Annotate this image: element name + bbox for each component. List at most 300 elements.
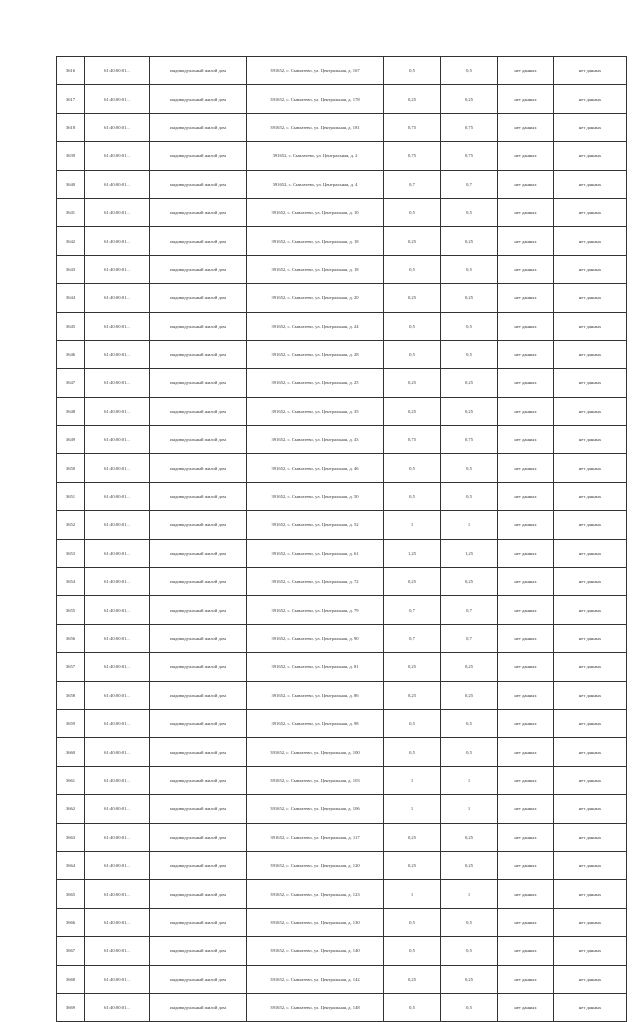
cell-row-number: 3640 bbox=[57, 170, 85, 198]
cell-area-value-2: 0,5 bbox=[441, 312, 498, 340]
cell-row-number: 3642 bbox=[57, 227, 85, 255]
cell-cadastral-number: 61:40:00:01... bbox=[85, 880, 150, 908]
cell-data-column-2: нет данных bbox=[554, 482, 627, 510]
cell-row-number: 3654 bbox=[57, 568, 85, 596]
cell-cadastral-number: 61:40:00:01... bbox=[85, 113, 150, 141]
cell-object-type: индивидуальный жилой дом bbox=[150, 766, 247, 794]
cell-area-value-1: 0,7 bbox=[384, 624, 441, 652]
cell-area-value-2: 0,5 bbox=[441, 340, 498, 368]
cell-area-value-2: 1 bbox=[441, 766, 498, 794]
cell-cadastral-number: 61:40:00:01... bbox=[85, 681, 150, 709]
cell-area-value-2: 0,25 bbox=[441, 681, 498, 709]
cell-object-type: индивидуальный жилой дом bbox=[150, 596, 247, 624]
table-row bbox=[57, 85, 627, 113]
cell-cadastral-number: 61:40:00:01... bbox=[85, 653, 150, 681]
cell-area-value-1: 0,75 bbox=[384, 113, 441, 141]
cell-area-value-1: 1 bbox=[384, 795, 441, 823]
cell-cadastral-number: 61:40:00:01... bbox=[85, 482, 150, 510]
cell-data-column-2: нет данных bbox=[554, 340, 627, 368]
cell-cadastral-number: 61:40:00:01... bbox=[85, 227, 150, 255]
cell-data-column-1: нет данных bbox=[498, 454, 554, 482]
cell-data-column-2: нет данных bbox=[554, 170, 627, 198]
table-row bbox=[57, 738, 627, 766]
cell-object-type: индивидуальный жилой дом bbox=[150, 170, 247, 198]
cell-area-value-1: 0,25 bbox=[384, 397, 441, 425]
cell-area-value-2: 0,25 bbox=[441, 568, 498, 596]
cell-address: 391652, с. Сывлатево, ул. Центральная, д. 79 bbox=[247, 596, 384, 624]
table-row bbox=[57, 113, 627, 141]
cell-address: 391652, с. Сывлатево, ул. Центральная, д. 43 bbox=[247, 426, 384, 454]
cell-address: 391652, с. Сывлатево, ул. Центральная, д. 35 bbox=[247, 397, 384, 425]
cell-cadastral-number: 61:40:00:01... bbox=[85, 369, 150, 397]
cell-address: 391652, с. Сывлатево, ул. Центральная, д. 86 bbox=[247, 681, 384, 709]
cell-area-value-2: 0,75 bbox=[441, 113, 498, 141]
cell-data-column-1: нет данных bbox=[498, 369, 554, 397]
table-row bbox=[57, 454, 627, 482]
cell-area-value-2: 0,75 bbox=[441, 142, 498, 170]
cell-area-value-2: 0,25 bbox=[441, 851, 498, 879]
cell-area-value-1: 0,5 bbox=[384, 255, 441, 283]
table-row bbox=[57, 568, 627, 596]
table-row bbox=[57, 823, 627, 851]
cell-cadastral-number: 61:40:00:01... bbox=[85, 823, 150, 851]
cell-object-type: индивидуальный жилой дом bbox=[150, 198, 247, 226]
table-row bbox=[57, 908, 627, 936]
cell-area-value-2: 0,7 bbox=[441, 170, 498, 198]
cell-area-value-1: 0,5 bbox=[384, 312, 441, 340]
cell-address: 391652, с. Сывлатево, ул. Центральная, д. 120 bbox=[247, 851, 384, 879]
cell-data-column-2: нет данных bbox=[554, 227, 627, 255]
table-row bbox=[57, 511, 627, 539]
table-row bbox=[57, 596, 627, 624]
cell-cadastral-number: 61:40:00:01... bbox=[85, 511, 150, 539]
cell-address: 391652, с. Сывлатево, ул. Центральная, д. 148 bbox=[247, 993, 384, 1021]
cell-cadastral-number: 61:40:00:01... bbox=[85, 596, 150, 624]
cell-data-column-1: нет данных bbox=[498, 539, 554, 567]
cell-data-column-1: нет данных bbox=[498, 653, 554, 681]
cell-cadastral-number: 61:40:00:01... bbox=[85, 426, 150, 454]
cell-data-column-1: нет данных bbox=[498, 284, 554, 312]
table-row bbox=[57, 340, 627, 368]
cell-data-column-1: нет данных bbox=[498, 993, 554, 1021]
cell-row-number: 3658 bbox=[57, 681, 85, 709]
cell-row-number: 3646 bbox=[57, 340, 85, 368]
cell-data-column-1: нет данных bbox=[498, 709, 554, 737]
cell-cadastral-number: 61:40:00:01... bbox=[85, 57, 150, 85]
cell-data-column-2: нет данных bbox=[554, 908, 627, 936]
cell-area-value-2: 0,25 bbox=[441, 284, 498, 312]
cell-data-column-2: нет данных bbox=[554, 993, 627, 1021]
cell-data-column-1: нет данных bbox=[498, 795, 554, 823]
cell-object-type: индивидуальный жилой дом bbox=[150, 709, 247, 737]
cell-data-column-1: нет данных bbox=[498, 937, 554, 965]
cell-area-value-2: 0,25 bbox=[441, 227, 498, 255]
cell-area-value-2: 0,7 bbox=[441, 624, 498, 652]
cell-address: 391652, с. Сывлатево, ул. Центральная, д. 61 bbox=[247, 539, 384, 567]
cell-area-value-2: 0,5 bbox=[441, 255, 498, 283]
table-row bbox=[57, 937, 627, 965]
cell-cadastral-number: 61:40:00:01... bbox=[85, 738, 150, 766]
cell-data-column-1: нет данных bbox=[498, 596, 554, 624]
cell-address: 391652, с. Сывлатево, ул. Центральная, д. 50 bbox=[247, 482, 384, 510]
cell-data-column-2: нет данных bbox=[554, 624, 627, 652]
cell-data-column-2: нет данных bbox=[554, 397, 627, 425]
cell-data-column-1: нет данных bbox=[498, 170, 554, 198]
cell-object-type: индивидуальный жилой дом bbox=[150, 142, 247, 170]
cell-area-value-2: 0,5 bbox=[441, 993, 498, 1021]
table-row bbox=[57, 482, 627, 510]
cell-object-type: индивидуальный жилой дом bbox=[150, 227, 247, 255]
table-row bbox=[57, 255, 627, 283]
cell-data-column-1: нет данных bbox=[498, 851, 554, 879]
cell-cadastral-number: 61:40:00:01... bbox=[85, 142, 150, 170]
cell-row-number: 3666 bbox=[57, 908, 85, 936]
cell-data-column-1: нет данных bbox=[498, 681, 554, 709]
cell-cadastral-number: 61:40:00:01... bbox=[85, 993, 150, 1021]
cell-data-column-1: нет данных bbox=[498, 908, 554, 936]
cell-object-type: индивидуальный жилой дом bbox=[150, 482, 247, 510]
cell-data-column-2: нет данных bbox=[554, 113, 627, 141]
cell-data-column-1: нет данных bbox=[498, 397, 554, 425]
cell-area-value-1: 0,75 bbox=[384, 142, 441, 170]
cell-cadastral-number: 61:40:00:01... bbox=[85, 85, 150, 113]
cell-area-value-1: 0,5 bbox=[384, 454, 441, 482]
cell-area-value-1: 0,25 bbox=[384, 568, 441, 596]
cell-data-column-2: нет данных bbox=[554, 851, 627, 879]
cell-data-column-2: нет данных bbox=[554, 653, 627, 681]
cell-object-type: индивидуальный жилой дом bbox=[150, 454, 247, 482]
cell-row-number: 3667 bbox=[57, 937, 85, 965]
cell-cadastral-number: 61:40:00:01... bbox=[85, 284, 150, 312]
table-row bbox=[57, 766, 627, 794]
cell-data-column-2: нет данных bbox=[554, 709, 627, 737]
cell-row-number: 3649 bbox=[57, 426, 85, 454]
cell-area-value-2: 0,25 bbox=[441, 965, 498, 993]
cell-address: 391652, с. Сывлатево, ул. Центральная, д. 178 bbox=[247, 85, 384, 113]
cell-object-type: индивидуальный жилой дом bbox=[150, 965, 247, 993]
cell-data-column-1: нет данных bbox=[498, 568, 554, 596]
cell-address: 391652, с. Сывлатево, ул. Центральная, д. 181 bbox=[247, 113, 384, 141]
cell-address: 391652, с. Сывлатево, ул. Центральная, д. 123 bbox=[247, 880, 384, 908]
cell-row-number: 3645 bbox=[57, 312, 85, 340]
cell-address: 391652, с. Сывлатево, ул. Центральная, д. 10 bbox=[247, 198, 384, 226]
cell-row-number: 3647 bbox=[57, 369, 85, 397]
cell-row-number: 3665 bbox=[57, 880, 85, 908]
cell-row-number: 3660 bbox=[57, 738, 85, 766]
cell-row-number: 3663 bbox=[57, 823, 85, 851]
cell-data-column-1: нет данных bbox=[498, 766, 554, 794]
table-row bbox=[57, 198, 627, 226]
cell-row-number: 3643 bbox=[57, 255, 85, 283]
cell-cadastral-number: 61:40:00:01... bbox=[85, 198, 150, 226]
cell-area-value-1: 0,5 bbox=[384, 738, 441, 766]
cell-area-value-1: 0,7 bbox=[384, 596, 441, 624]
cell-data-column-2: нет данных bbox=[554, 454, 627, 482]
cell-row-number: 3652 bbox=[57, 511, 85, 539]
cell-area-value-2: 0,5 bbox=[441, 709, 498, 737]
cell-area-value-2: 0,25 bbox=[441, 653, 498, 681]
cell-object-type: индивидуальный жилой дом bbox=[150, 568, 247, 596]
cell-object-type: индивидуальный жилой дом bbox=[150, 624, 247, 652]
cell-data-column-1: нет данных bbox=[498, 624, 554, 652]
cell-object-type: индивидуальный жилой дом bbox=[150, 284, 247, 312]
cell-object-type: индивидуальный жилой дом bbox=[150, 795, 247, 823]
cell-area-value-1: 1 bbox=[384, 511, 441, 539]
cell-address: 391652, с. Сывлатево, ул. Центральная, д. 140 bbox=[247, 937, 384, 965]
cell-row-number: 3617 bbox=[57, 85, 85, 113]
cell-cadastral-number: 61:40:00:01... bbox=[85, 568, 150, 596]
table-body bbox=[57, 57, 627, 1022]
cell-row-number: 3653 bbox=[57, 539, 85, 567]
cell-area-value-1: 0,25 bbox=[384, 851, 441, 879]
cell-area-value-1: 0,7 bbox=[384, 170, 441, 198]
cell-address: 391652, с. Сывлатево, ул. Центральная, д. 130 bbox=[247, 908, 384, 936]
cell-cadastral-number: 61:40:00:01... bbox=[85, 170, 150, 198]
cell-data-column-1: нет данных bbox=[498, 880, 554, 908]
cell-data-column-2: нет данных bbox=[554, 965, 627, 993]
cell-area-value-1: 0,25 bbox=[384, 823, 441, 851]
cell-area-value-2: 1 bbox=[441, 795, 498, 823]
cell-area-value-2: 0,25 bbox=[441, 85, 498, 113]
cell-row-number: 3648 bbox=[57, 397, 85, 425]
cell-address: 391652, с. Сывлатево, ул. Центральная, д. 20 bbox=[247, 284, 384, 312]
cell-object-type: индивидуальный жилой дом bbox=[150, 340, 247, 368]
cell-data-column-1: нет данных bbox=[498, 85, 554, 113]
cell-data-column-1: нет данных bbox=[498, 823, 554, 851]
cell-row-number: 3618 bbox=[57, 113, 85, 141]
cell-address: 391652, с. Сывлатево, ул. Центральная, д. 103 bbox=[247, 766, 384, 794]
cell-row-number: 3655 bbox=[57, 596, 85, 624]
cell-data-column-2: нет данных bbox=[554, 57, 627, 85]
cell-cadastral-number: 61:40:00:01... bbox=[85, 454, 150, 482]
cell-area-value-2: 0,25 bbox=[441, 823, 498, 851]
cell-cadastral-number: 61:40:00:01... bbox=[85, 766, 150, 794]
cell-address: 391652, с. Сывлатево, ул. Центральная, д. 18 bbox=[247, 255, 384, 283]
table-row bbox=[57, 795, 627, 823]
table-row bbox=[57, 965, 627, 993]
cell-area-value-1: 0,25 bbox=[384, 369, 441, 397]
cell-data-column-2: нет данных bbox=[554, 568, 627, 596]
cell-row-number: 3661 bbox=[57, 766, 85, 794]
table-row bbox=[57, 284, 627, 312]
cell-data-column-2: нет данных bbox=[554, 937, 627, 965]
cell-address: 391652, с. Сывлатево, ул. Центральная, д. 24 bbox=[247, 312, 384, 340]
cell-cadastral-number: 61:40:00:01... bbox=[85, 624, 150, 652]
cell-address: 391652, с. Сывлатево, ул. Центральная, д. 4 bbox=[247, 170, 384, 198]
cell-cadastral-number: 61:40:00:01... bbox=[85, 397, 150, 425]
cell-object-type: индивидуальный жилой дом bbox=[150, 937, 247, 965]
cell-address: 391652, с. Сывлатево, ул. Центральная, д. 142 bbox=[247, 965, 384, 993]
cell-object-type: индивидуальный жилой дом bbox=[150, 880, 247, 908]
cell-data-column-2: нет данных bbox=[554, 426, 627, 454]
cell-data-column-2: нет данных bbox=[554, 681, 627, 709]
cell-data-column-2: нет данных bbox=[554, 312, 627, 340]
cell-area-value-1: 0,5 bbox=[384, 908, 441, 936]
cell-address: 391652, с. Сывлатево, ул. Центральная, д. 2 bbox=[247, 142, 384, 170]
cell-data-column-1: нет данных bbox=[498, 113, 554, 141]
cell-object-type: индивидуальный жилой дом bbox=[150, 539, 247, 567]
cell-row-number: 3669 bbox=[57, 993, 85, 1021]
cell-area-value-2: 0,5 bbox=[441, 937, 498, 965]
table-row bbox=[57, 653, 627, 681]
cell-address: 391652, с. Сывлатево, ул. Центральная, д. 98 bbox=[247, 709, 384, 737]
cell-area-value-1: 0,5 bbox=[384, 937, 441, 965]
cell-address: 391652, с. Сывлатево, ул. Центральная, д. 100 bbox=[247, 738, 384, 766]
cell-data-column-2: нет данных bbox=[554, 596, 627, 624]
cell-row-number: 3651 bbox=[57, 482, 85, 510]
cell-address: 391652, с. Сывлатево, ул. Центральная, д. 167 bbox=[247, 57, 384, 85]
table-row bbox=[57, 993, 627, 1021]
cell-object-type: индивидуальный жилой дом bbox=[150, 397, 247, 425]
table-row bbox=[57, 709, 627, 737]
cell-data-column-2: нет данных bbox=[554, 823, 627, 851]
cell-area-value-2: 1 bbox=[441, 511, 498, 539]
cell-data-column-1: нет данных bbox=[498, 57, 554, 85]
cell-data-column-1: нет данных bbox=[498, 312, 554, 340]
cell-object-type: индивидуальный жилой дом bbox=[150, 993, 247, 1021]
cell-data-column-1: нет данных bbox=[498, 340, 554, 368]
cell-cadastral-number: 61:40:00:01... bbox=[85, 539, 150, 567]
table-row bbox=[57, 369, 627, 397]
cell-area-value-2: 0,5 bbox=[441, 908, 498, 936]
property-table bbox=[56, 56, 627, 1022]
cell-area-value-1: 0,5 bbox=[384, 993, 441, 1021]
cell-cadastral-number: 61:40:00:01... bbox=[85, 255, 150, 283]
cell-data-column-1: нет данных bbox=[498, 482, 554, 510]
cell-object-type: индивидуальный жилой дом bbox=[150, 653, 247, 681]
cell-data-column-1: нет данных bbox=[498, 198, 554, 226]
cell-cadastral-number: 61:40:00:01... bbox=[85, 340, 150, 368]
cell-row-number: 3616 bbox=[57, 57, 85, 85]
cell-data-column-2: нет данных bbox=[554, 539, 627, 567]
cell-area-value-2: 0,7 bbox=[441, 596, 498, 624]
table-row bbox=[57, 312, 627, 340]
cell-area-value-2: 1,25 bbox=[441, 539, 498, 567]
cell-object-type: индивидуальный жилой дом bbox=[150, 851, 247, 879]
cell-cadastral-number: 61:40:00:01... bbox=[85, 965, 150, 993]
cell-address: 391652, с. Сывлатево, ул. Центральная, д. 25 bbox=[247, 369, 384, 397]
cell-row-number: 3664 bbox=[57, 851, 85, 879]
cell-area-value-2: 0,5 bbox=[441, 482, 498, 510]
cell-area-value-2: 0,25 bbox=[441, 397, 498, 425]
cell-object-type: индивидуальный жилой дом bbox=[150, 57, 247, 85]
cell-area-value-1: 0,25 bbox=[384, 681, 441, 709]
cell-area-value-1: 1 bbox=[384, 880, 441, 908]
cell-area-value-1: 0,5 bbox=[384, 709, 441, 737]
cell-data-column-2: нет данных bbox=[554, 198, 627, 226]
cell-area-value-1: 0,25 bbox=[384, 653, 441, 681]
cell-area-value-1: 0,25 bbox=[384, 85, 441, 113]
cell-cadastral-number: 61:40:00:01... bbox=[85, 312, 150, 340]
cell-area-value-2: 0,5 bbox=[441, 57, 498, 85]
cell-address: 391652, с. Сывлатево, ул. Центральная, д. 81 bbox=[247, 653, 384, 681]
cell-area-value-2: 0,5 bbox=[441, 738, 498, 766]
cell-row-number: 3641 bbox=[57, 198, 85, 226]
cell-address: 391652, с. Сывлатево, ул. Центральная, д. 106 bbox=[247, 795, 384, 823]
table-row bbox=[57, 397, 627, 425]
cell-data-column-2: нет данных bbox=[554, 795, 627, 823]
cell-cadastral-number: 61:40:00:01... bbox=[85, 937, 150, 965]
cell-object-type: индивидуальный жилой дом bbox=[150, 823, 247, 851]
table-row bbox=[57, 57, 627, 85]
cell-area-value-1: 0,25 bbox=[384, 227, 441, 255]
cell-area-value-1: 0,5 bbox=[384, 198, 441, 226]
cell-address: 391652, с. Сывлатево, ул. Центральная, д. 46 bbox=[247, 454, 384, 482]
cell-data-column-2: нет данных bbox=[554, 738, 627, 766]
table-row bbox=[57, 851, 627, 879]
cell-cadastral-number: 61:40:00:01... bbox=[85, 851, 150, 879]
cell-data-column-1: нет данных bbox=[498, 255, 554, 283]
cell-data-column-1: нет данных bbox=[498, 426, 554, 454]
cell-object-type: индивидуальный жилой дом bbox=[150, 511, 247, 539]
cell-row-number: 3656 bbox=[57, 624, 85, 652]
cell-object-type: индивидуальный жилой дом bbox=[150, 255, 247, 283]
cell-row-number: 3659 bbox=[57, 709, 85, 737]
cell-data-column-2: нет данных bbox=[554, 255, 627, 283]
cell-object-type: индивидуальный жилой дом bbox=[150, 312, 247, 340]
cell-data-column-2: нет данных bbox=[554, 284, 627, 312]
cell-data-column-1: нет данных bbox=[498, 227, 554, 255]
cell-object-type: индивидуальный жилой дом bbox=[150, 85, 247, 113]
cell-address: 391652, с. Сывлатево, ул. Центральная, д. 90 bbox=[247, 624, 384, 652]
cell-cadastral-number: 61:40:00:01... bbox=[85, 709, 150, 737]
cell-address: 391652, с. Сывлатево, ул. Центральная, д. 18 bbox=[247, 227, 384, 255]
cell-row-number: 3639 bbox=[57, 142, 85, 170]
cell-row-number: 3657 bbox=[57, 653, 85, 681]
cell-data-column-2: нет данных bbox=[554, 369, 627, 397]
cell-data-column-2: нет данных bbox=[554, 766, 627, 794]
cell-data-column-2: нет данных bbox=[554, 511, 627, 539]
cell-area-value-2: 1 bbox=[441, 880, 498, 908]
cell-area-value-2: 0,5 bbox=[441, 198, 498, 226]
table-row bbox=[57, 624, 627, 652]
cell-object-type: индивидуальный жилой дом bbox=[150, 426, 247, 454]
cell-row-number: 3668 bbox=[57, 965, 85, 993]
cell-object-type: индивидуальный жилой дом bbox=[150, 369, 247, 397]
cell-object-type: индивидуальный жилой дом bbox=[150, 113, 247, 141]
table-row bbox=[57, 539, 627, 567]
cell-address: 391652, с. Сывлатево, ул. Центральная, д. 72 bbox=[247, 568, 384, 596]
cell-data-column-1: нет данных bbox=[498, 738, 554, 766]
cell-area-value-2: 0,75 bbox=[441, 426, 498, 454]
table-row bbox=[57, 170, 627, 198]
cell-area-value-1: 0,5 bbox=[384, 482, 441, 510]
cell-data-column-1: нет данных bbox=[498, 965, 554, 993]
cell-row-number: 3644 bbox=[57, 284, 85, 312]
cell-cadastral-number: 61:40:00:01... bbox=[85, 908, 150, 936]
cell-data-column-1: нет данных bbox=[498, 511, 554, 539]
cell-data-column-2: нет данных bbox=[554, 880, 627, 908]
cell-data-column-2: нет данных bbox=[554, 142, 627, 170]
cell-row-number: 3650 bbox=[57, 454, 85, 482]
table-row bbox=[57, 227, 627, 255]
cell-area-value-2: 0,25 bbox=[441, 369, 498, 397]
cell-area-value-1: 0,25 bbox=[384, 284, 441, 312]
cell-object-type: индивидуальный жилой дом bbox=[150, 908, 247, 936]
cell-object-type: индивидуальный жилой дом bbox=[150, 738, 247, 766]
cell-area-value-1: 1,25 bbox=[384, 539, 441, 567]
cell-address: 391652, с. Сывлатево, ул. Центральная, д. 28 bbox=[247, 340, 384, 368]
table-row bbox=[57, 142, 627, 170]
cell-area-value-1: 0,75 bbox=[384, 426, 441, 454]
cell-area-value-1: 0,5 bbox=[384, 340, 441, 368]
cell-area-value-1: 1 bbox=[384, 766, 441, 794]
cell-object-type: индивидуальный жилой дом bbox=[150, 681, 247, 709]
cell-data-column-2: нет данных bbox=[554, 85, 627, 113]
table-row bbox=[57, 426, 627, 454]
cell-row-number: 3662 bbox=[57, 795, 85, 823]
cell-address: 391652, с. Сывлатево, ул. Центральная, д. 52 bbox=[247, 511, 384, 539]
